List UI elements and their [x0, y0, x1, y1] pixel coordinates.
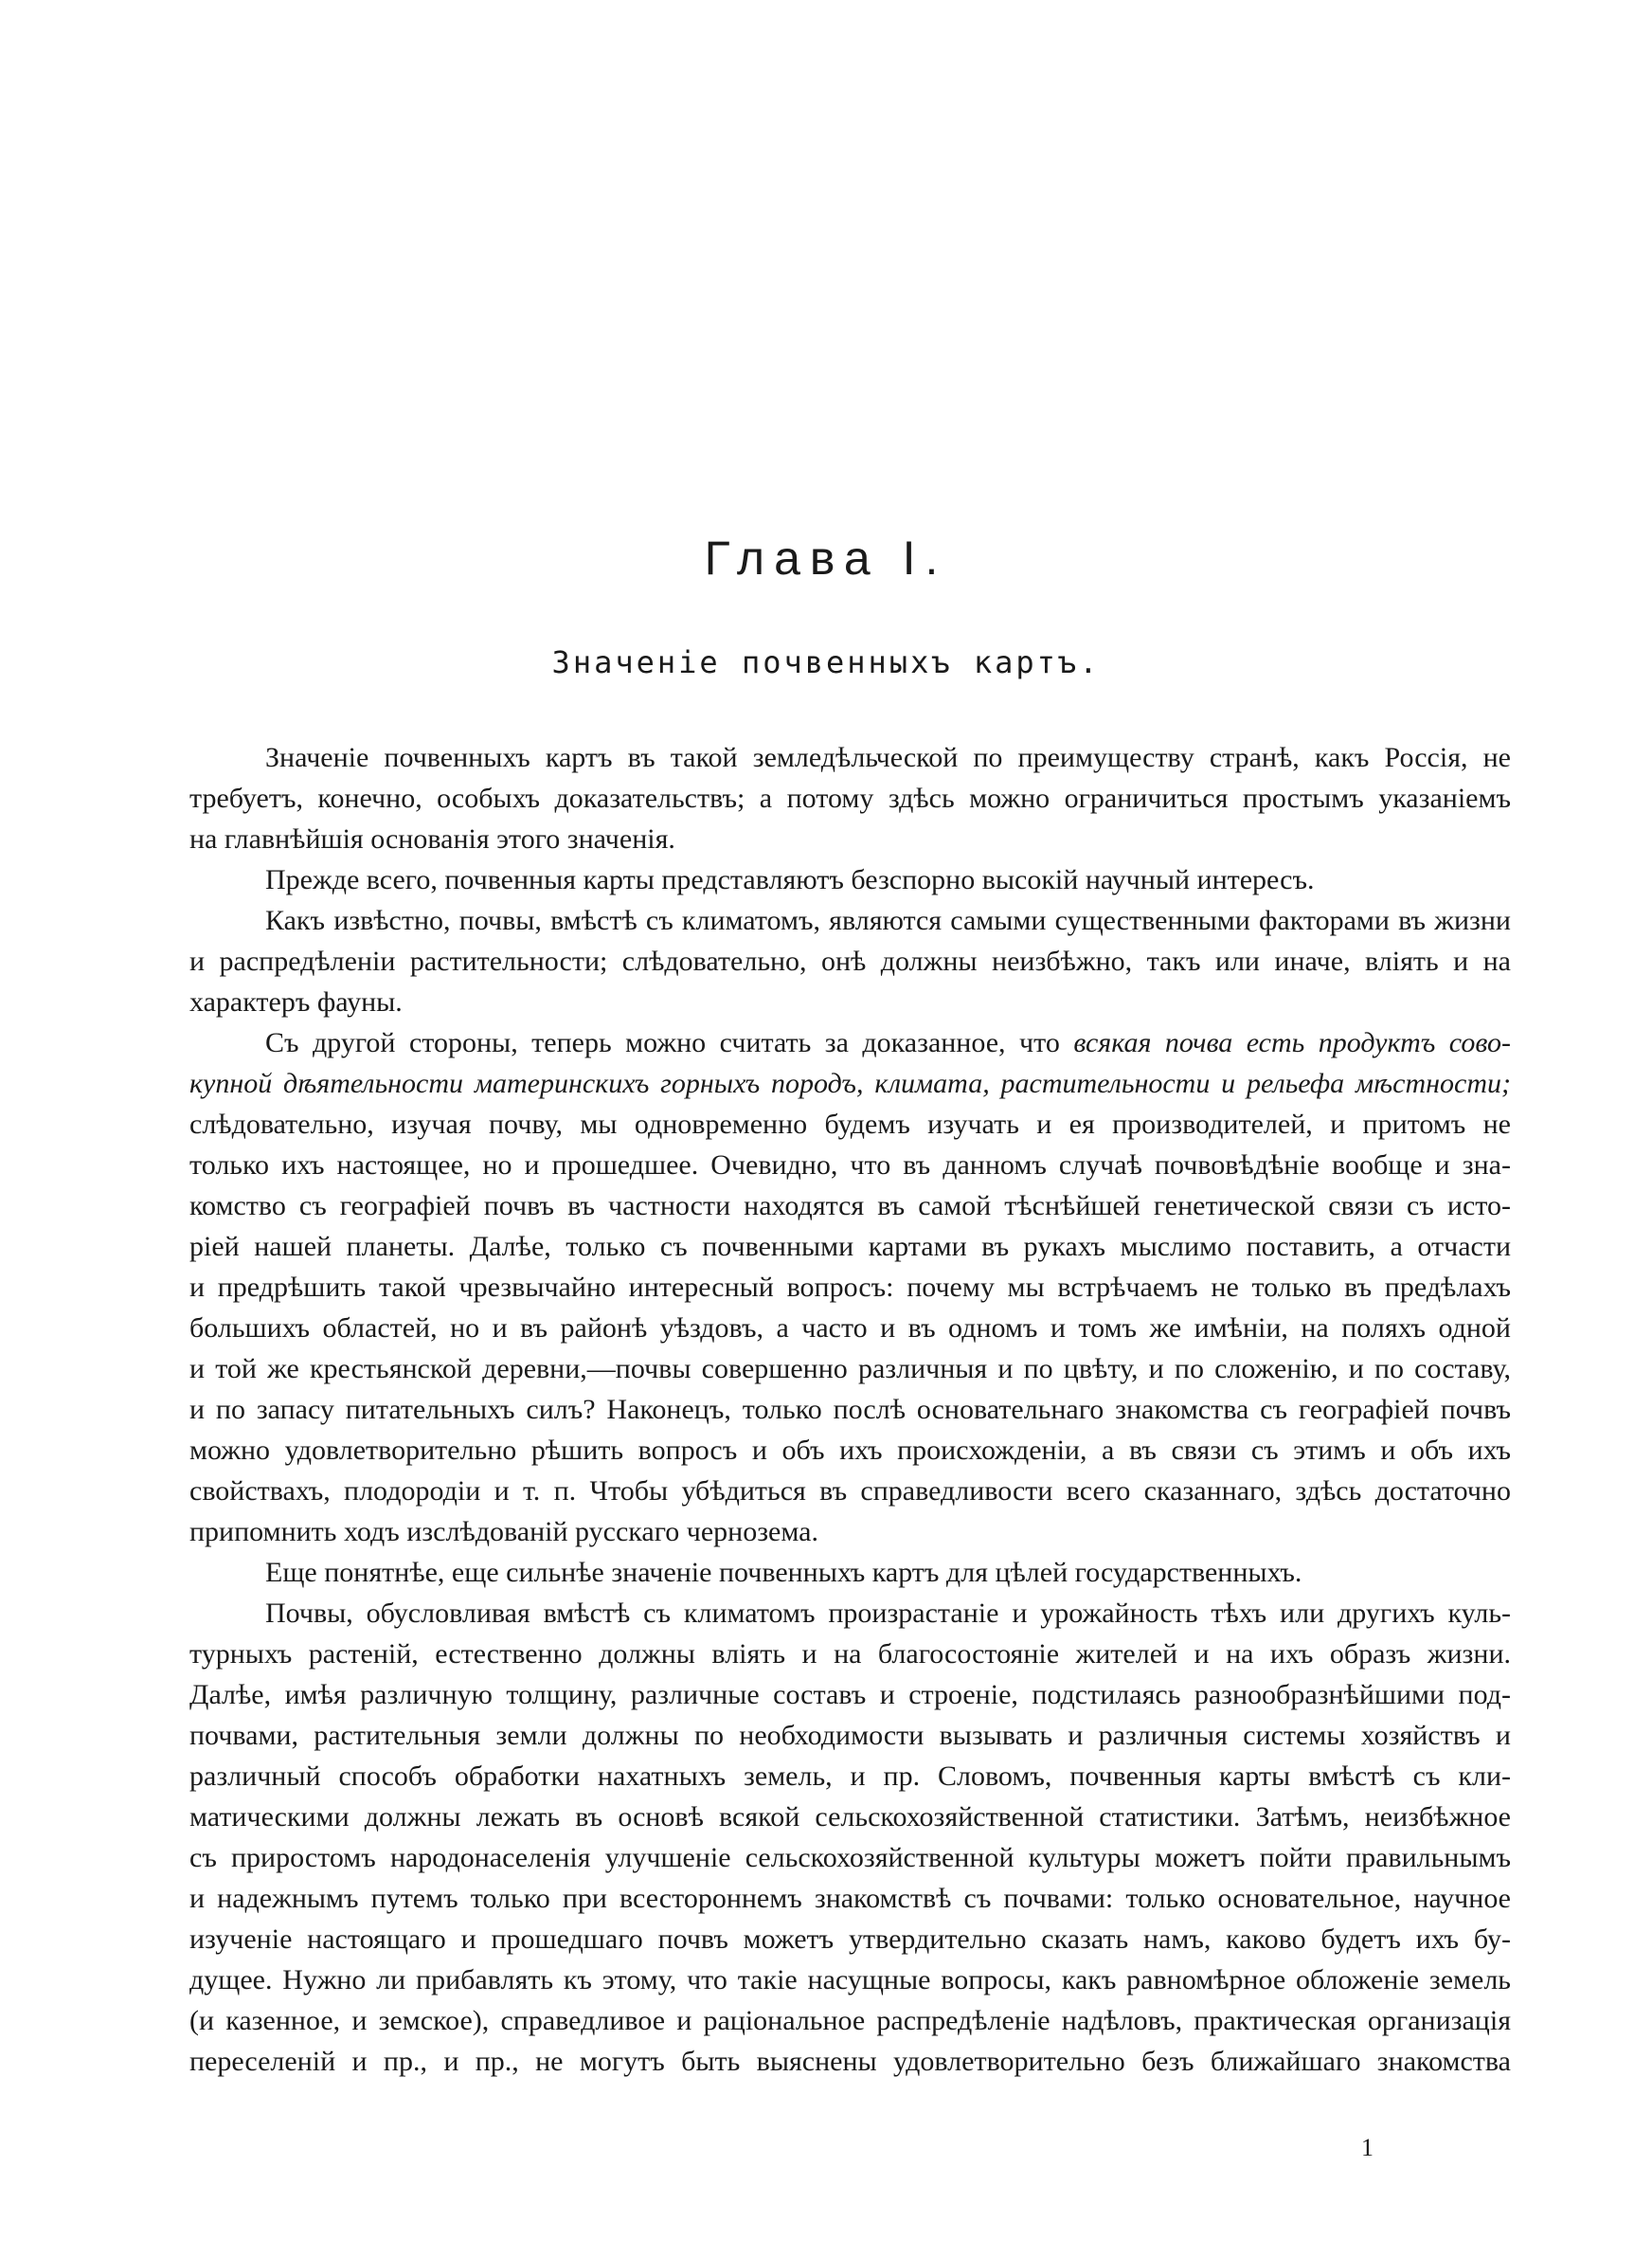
line-text: различный способъ обработки нахатныхъ земель, и пр. Словомъ, почвенныя карты вмѣстѣ съ кли-: [189, 1760, 1511, 1792]
line-text: почвами, растительныя земли должны по необходимости вызывать и различныя системы хозяйствъ и: [189, 1720, 1511, 1751]
text-line: [189, 2041, 1511, 2082]
text-line: [189, 1674, 1511, 1715]
line-text: съ приростомъ народонаселенія улучшеніе сельскохозяйственной культуры можетъ пойти правильнымъ: [189, 1842, 1511, 1873]
line-text: Прежде всего, почвенныя карты представляютъ безспорно высокій научный интересъ.: [265, 864, 1315, 895]
text-line: [189, 1756, 1511, 1797]
line-text: характеръ фауны.: [189, 986, 403, 1018]
text-line: [189, 900, 1511, 941]
text-line: [189, 1797, 1511, 1837]
text-line: [189, 1185, 1511, 1226]
chapter-title: Глава I.: [704, 532, 948, 585]
text-line: [189, 1267, 1511, 1308]
line-text: дущее. Нужно ли прибавлять къ этому, что такіе насущные вопросы, какъ равномѣрное обложеніе земель: [189, 1964, 1511, 1995]
text-line: [189, 1145, 1511, 1185]
italic-text: купной дѣятельности материнскихъ горныхъ породъ, климата, растительности и рельефа мѣстности;: [189, 1068, 1511, 1099]
text-line: [189, 1959, 1511, 2000]
text-line: [189, 1837, 1511, 1878]
line-text: и надежнымъ путемъ только при всестороннемъ знакомствѣ съ почвами: только основательное, научное: [189, 1883, 1511, 1914]
text-line: [189, 982, 1511, 1022]
line-text: Какъ извѣстно, почвы, вмѣстѣ съ климатомъ, являются самыми существенными факторами въ жизни: [265, 905, 1511, 936]
line-text: переселеній и пр., и пр., не могутъ быть выяснены удовлетворительно безъ ближайшаго знакомства: [189, 2046, 1511, 2077]
text-line: [189, 819, 1511, 859]
text-line: [189, 1104, 1511, 1145]
section-title: Значеніе почвенныхъ картъ.: [551, 644, 1101, 680]
line-text: Значеніе почвенныхъ картъ въ такой земледѣльческой по преимуществу странѣ, какъ Россія, не: [265, 742, 1511, 773]
text-line: [189, 941, 1511, 982]
text-line: [189, 859, 1511, 900]
line-text: требуетъ, конечно, особыхъ доказательствъ; а потому здѣсь можно ограничиться простымъ указаніемъ: [189, 783, 1511, 814]
text-line: [189, 1471, 1511, 1511]
italic-text: всякая почва есть продуктъ сово-: [1073, 1027, 1511, 1058]
line-text: Еще понятнѣе, еще сильнѣе значеніе почвенныхъ картъ для цѣлей государственныхъ.: [265, 1557, 1302, 1588]
line-text: припомнить ходъ изслѣдованій русскаго чернозема.: [189, 1516, 818, 1547]
line-text: Почвы, обусловливая вмѣстѣ съ климатомъ произрастаніе и урожайность тѣхъ или другихъ куль-: [265, 1598, 1511, 1629]
line-text: большихъ областей, но и въ районѣ уѣздовъ, а часто и въ одномъ и томъ же имѣніи, на поляхъ одной: [189, 1312, 1511, 1344]
line-text: (и казенное, и земское), справедливое и раціональное распредѣленіе надѣловъ, практическая организація: [189, 2005, 1511, 2036]
text-line: [189, 737, 1511, 778]
line-text: изученіе настоящаго и прошедшаго почвъ можетъ утвердительно сказать намъ, каково будетъ ихъ бу-: [189, 1923, 1511, 1955]
text-line: [189, 1552, 1511, 1593]
text-line: [189, 1878, 1511, 1919]
line-text: свойствахъ, плодородіи и т. п. Чтобы убѣдиться въ справедливости всего сказаннаго, здѣсь достаточно: [189, 1475, 1511, 1507]
line-text: на главнѣйшія основанія этого значенія.: [189, 823, 675, 855]
text-line: [189, 1022, 1511, 1063]
body-text: [189, 737, 1511, 2082]
line-text: Далѣе, имѣя различную толщину, различные составъ и строеніе, подстилаясь разнообразнѣйшими под-: [189, 1679, 1511, 1710]
line-text: ріей нашей планеты. Далѣе, только съ почвенными картами въ рукахъ мыслимо поставить, а отчасти: [189, 1231, 1511, 1262]
text-line: [189, 1919, 1511, 1959]
text-line: [189, 1593, 1511, 1634]
text-line: [189, 1226, 1511, 1267]
page-number: 1: [1361, 2134, 1374, 2161]
text-line: [189, 1430, 1511, 1471]
line-text: слѣдовательно, изучая почву, мы одновременно будемъ изучать и ея производителей, и притомъ не: [189, 1109, 1511, 1140]
line-text: можно удовлетворительно рѣшить вопросъ и объ ихъ происхожденіи, а въ связи съ этимъ и объ ихъ: [189, 1435, 1511, 1466]
text-line: [189, 2000, 1511, 2041]
line-text: и той же крестьянской деревни,—почвы совершенно различныя и по цвѣту, и по сложенію, и по составу,: [189, 1353, 1511, 1384]
text-line: [189, 1063, 1511, 1104]
text-line: [189, 1634, 1511, 1674]
line-text: Съ другой стороны, теперь можно считать за доказанное, что: [265, 1027, 1060, 1058]
line-text: и по запасу питательныхъ силъ? Наконецъ, только послѣ основательнаго знакомства съ географіей почвъ: [189, 1394, 1511, 1425]
text-line: [189, 1389, 1511, 1430]
line-text: комство съ географіей почвъ въ частности находятся въ самой тѣснѣйшей генетической связи съ исто-: [189, 1190, 1511, 1221]
text-line: [189, 1348, 1511, 1389]
text-line: [189, 1511, 1511, 1552]
line-text: турныхъ растеній, естественно должны вліять и на благосостояніе жителей и на ихъ образъ жизни.: [189, 1638, 1511, 1670]
line-text: только ихъ настоящее, но и прошедшее. Очевидно, что въ данномъ случаѣ почвовѣдѣніе вообще и зна-: [189, 1149, 1511, 1181]
text-line: [189, 1308, 1511, 1348]
line-text: и предрѣшить такой чрезвычайно интересный вопросъ: почему мы встрѣчаемъ не только въ предѣлахъ: [189, 1272, 1511, 1303]
text-line: [189, 1715, 1511, 1756]
line-text: матическими должны лежать въ основѣ всякой сельскохозяйственной статистики. Затѣмъ, неизбѣжное: [189, 1801, 1511, 1833]
text-line: [189, 778, 1511, 819]
line-text: и распредѣленіи растительности; слѣдовательно, онѣ должны неизбѣжно, такъ или иначе, вліять и на: [189, 946, 1511, 977]
